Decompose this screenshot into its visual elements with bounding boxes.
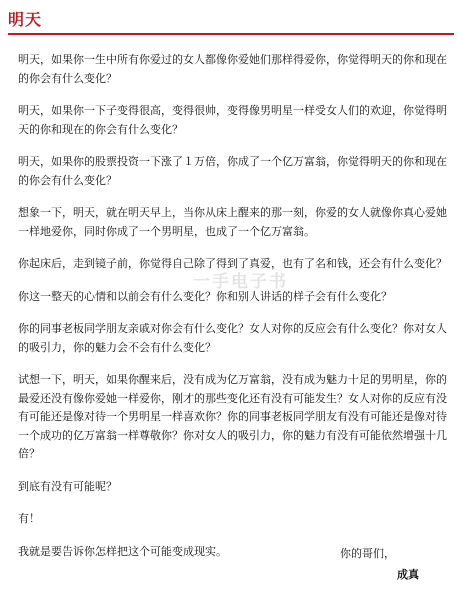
signature: 成真 (397, 568, 419, 581)
watermark: 一手电子书 (193, 272, 288, 292)
paragraph: 到底有没有可能呢？ (18, 479, 117, 493)
paragraph: 明天，如果你一生中所有你爱过的女人都像你爱她们那样得爱你，你觉得明天的你和现在的你会有什么变化？ (18, 53, 447, 85)
document-body (18, 51, 448, 575)
title-divider (8, 33, 454, 35)
closing-salutation: 你的哥们， (340, 547, 395, 560)
paragraph: 你的同事老板同学朋友亲戚对你会有什么变化？女人对你的反应会有什么变化？你对女人的吸引力，你的魅力会不会有什么变化？ (18, 322, 447, 354)
paragraph: 有！ (18, 512, 40, 525)
paragraph: 你这一整天的心情和以前会有什么变化？你和别人讲话的样子会有什么变化？ (18, 289, 392, 303)
paragraph: 明天，如果你的股票投资一下涨了１万倍，你成了一个亿万富翁，你觉得明天的你和现在的你会有什么变化？ (18, 155, 447, 187)
paragraph: 想象一下，明天，就在明天早上，当你从床上醒来的那一刻，你爱的女人就像你真心爱她一样地爱你，同时你成了一个男明星，也成了一个亿万富翁。 (18, 206, 447, 238)
paragraph: 我就是要告诉你怎样把这个可能变成现实。 (18, 544, 227, 558)
paragraph: 试想一下，明天，如果你醒来后，没有成为亿万富翁，没有成为魅力十足的男明星，你的最爱还没有像你爱她一样爱你，刚才的那些变化还有没有可能发生？女人对你的反应有没有可能还是像对待一个男明星一样喜欢你？你的同事老板同学朋友有没有可能还是像对待一个成功的亿万富翁一样尊敬你？你对女人的吸引力，你的魅力有没有可能依然增强十几倍？ (18, 373, 447, 460)
paragraph: 你起床后，走到镜子前，你觉得自己除了得到了真爱，也有了名和钱，还会有什么变化？ (18, 257, 447, 270)
paragraph: 明天，如果你一下子变得很高，变得很帅，变得像男明星一样受女人们的欢迎，你觉得明天的你和现在的你会有什么变化？ (18, 104, 447, 136)
document-title: 明天 (8, 10, 43, 29)
